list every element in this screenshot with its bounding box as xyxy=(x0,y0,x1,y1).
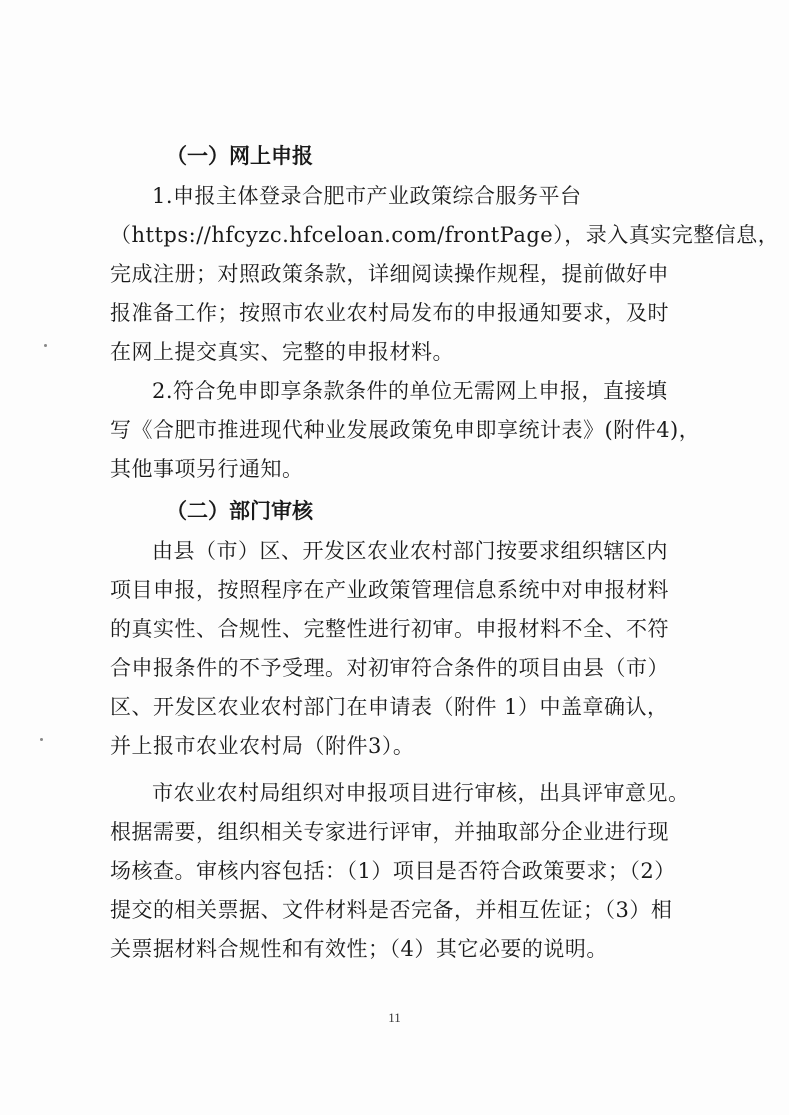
text-line: 由县（市）区、开发区农业农村部门按要求组织辖区内 xyxy=(152,539,668,563)
text-line: 场核查。审核内容包括：（1）项目是否符合政策要求；（2） xyxy=(110,859,676,883)
text-line: 报准备工作；按照市农业农村局发布的申报通知要求，及时 xyxy=(110,301,669,325)
section-heading-online-application: （一）网上申报 xyxy=(166,143,313,168)
text-line: 1.申报主体登录合肥市产业政策综合服务平台 xyxy=(152,184,582,208)
paragraph-city-review xyxy=(110,774,688,969)
text-line: 其他事项另行通知。 xyxy=(110,457,304,481)
text-line: 根据需要，组织相关专家进行评审，并抽取部分企业进行现 xyxy=(110,820,669,844)
text-line: （https://hfcyzc.hfceloan.com/frontPage），录入真实完整信息， xyxy=(110,223,780,247)
text-line: 项目申报，按照程序在产业政策管理信息系统中对申报材料 xyxy=(110,578,669,602)
text-line: 市农业农村局组织对申报项目进行审核，出具评审意见。 xyxy=(152,781,690,805)
text-line: 合申报条件的不予受理。对初审符合条件的项目由县（市） xyxy=(110,656,669,680)
text-line: 完成注册；对照政策条款，详细阅读操作规程，提前做好申 xyxy=(110,262,669,286)
page-number: 11 xyxy=(388,1010,401,1025)
section-heading-department-review: （二）部门审核 xyxy=(166,498,313,523)
paragraph-online-step-2 xyxy=(110,372,701,489)
text-line: 关票据材料合规性和有效性；（4）其它必要的说明。 xyxy=(110,937,608,961)
text-line: 在网上提交真实、完整的申报材料。 xyxy=(110,340,454,364)
text-line: 写《合肥市推进现代种业发展政策免申即享统计表》(附件4)， xyxy=(110,418,701,442)
paragraph-online-step-1 xyxy=(110,177,780,372)
scan-speck xyxy=(44,344,47,347)
text-line: 区、开发区农业农村部门在申请表（附件 1）中盖章确认， xyxy=(110,695,669,719)
paragraph-county-review xyxy=(110,532,688,766)
scan-speck xyxy=(40,738,43,741)
text-line: 并上报市农业农村局（附件3）。 xyxy=(110,734,415,758)
text-line: 提交的相关票据、文件材料是否完备，并相互佐证；（3）相 xyxy=(110,898,673,922)
text-line: 2.符合免申即享条款条件的单位无需网上申报，直接填 xyxy=(152,379,668,403)
document-body xyxy=(110,138,780,969)
text-line: 的真实性、合规性、完整性进行初审。申报材料不全、不符 xyxy=(110,617,669,641)
